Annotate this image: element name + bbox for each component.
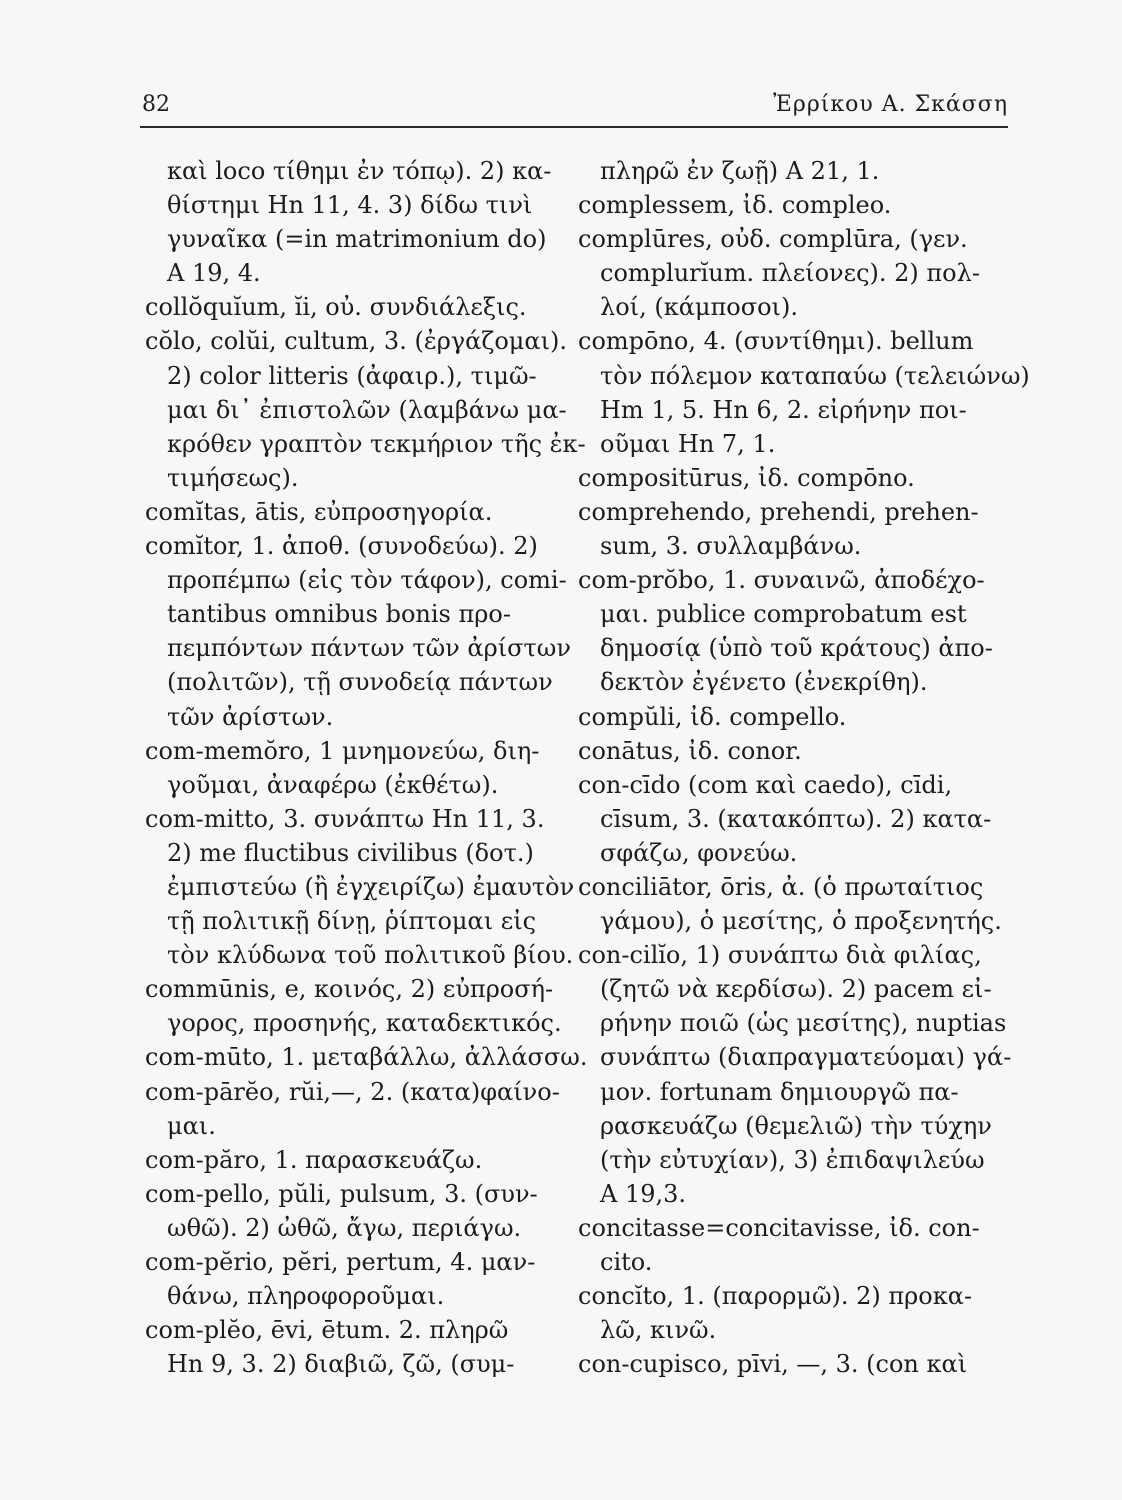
entry-headword-line: comprehendo, prehendi, prehen- [578,497,979,526]
header-rule [140,126,1008,128]
entry-headword-line: com-pārĕo, rŭi,—, 2. (κατα)φαίνο- [145,1077,560,1106]
entry-continuation-line: συνάπτω (διαπραγματεύομαι) γά- [600,1043,1012,1072]
entry-continuation-line: ρασκευάζω (θεμελιῶ) τὴν τύχην [600,1111,992,1140]
entry-headword-line: con-cilĭo, 1) συνάπτω διὰ φιλίας, [578,941,982,970]
entry-headword-line: complessem, ἰδ. compleo. [578,191,892,220]
entry-continuation-line: καὶ loco τίθημι ἐν τόπῳ). 2) κα- [167,157,552,185]
entry-continuation-line: μαι. [167,1111,216,1140]
entry-continuation-line: θάνω, πληροφοροῦμαι. [167,1282,445,1311]
entry-continuation-line: 2) me fluctibus civilibus (δοτ.) [167,838,534,867]
entry-continuation-line: οῦμαι Hn 7, 1. [600,429,776,458]
entry-continuation-line: ωθῶ). 2) ὠθῶ, ἄγω, περιάγω. [167,1213,522,1242]
entry-headword-line: collŏquĭum, ĭi, οὐ. συνδιάλεξις. [145,293,527,322]
entry-headword-line: comĭtas, ātis, εὐπροσηγορία. [145,497,493,526]
entry-continuation-line: A 19, 4. [167,259,261,288]
entry-headword-line: compōno, 4. (συντίθημι). bellum [578,327,974,356]
entry-headword-line: com-mitto, 3. συνάπτω Hn 11, 3. [145,804,545,833]
entry-headword-line: cŏlo, colŭi, cultum, 3. (ἐργάζομαι). [145,327,568,356]
entry-continuation-line: γάμου), ὁ μεσίτης, ὁ προξενητής. [600,907,1002,936]
entry-headword-line: commūnis, e, κοινός, 2) εὐπροσή- [145,975,554,1004]
entry-headword-line: com-pĕrio, pĕri, pertum, 4. μαν- [145,1248,536,1276]
entry-headword-line: complūres, οὐδ. complūra, (γεν. [578,225,968,254]
entry-headword-line: concitasse=concitavisse, ἰδ. con- [578,1213,980,1242]
entry-continuation-line: μον. fortunam δημιουργῶ πα- [600,1077,959,1106]
entry-headword-line: con-cupisco, pīvi, —, 3. (con καὶ [578,1350,968,1379]
entry-continuation-line: complurĭum. πλείονες). 2) πολ- [600,259,980,288]
entry-continuation-line: μαι δι᾽ ἐπιστολῶν (λαμβάνω μα- [167,395,567,424]
entry-continuation-line: 2) color litteris (ἀφαιρ.), τιμῶ- [167,361,537,390]
entry-continuation-line: cito. [600,1248,653,1276]
entry-continuation-line: πληρῶ ἐν ζωῇ) A 21, 1. [600,157,880,185]
entry-headword-line: compŭli, ἰδ. compello. [578,702,847,731]
entry-headword-line: comĭtor, 1. ἀποθ. (συνοδεύω). 2) [145,532,538,561]
entry-continuation-line: τιμήσεως). [167,463,299,492]
entry-continuation-line: λοί, (κάμποσοι). [600,293,798,322]
entry-headword-line: com-memŏro, 1 μνημονεύω, διη- [145,736,540,765]
entry-headword-line: com-plĕo, ēvi, ētum. 2. πληρῶ [145,1316,509,1345]
entry-continuation-line: τῇ πολιτικῇ δίνῃ, ῥίπτομαι εἰς [167,907,537,936]
running-title: Ἐρρίκου Α. Σκάσση [773,92,1008,117]
entry-headword-line: conciliātor, ōris, ἀ. (ὁ πρωταίτιος [578,872,984,901]
entry-continuation-line: τὸν κλύδωνα τοῦ πολιτικοῦ βίου. [167,941,574,970]
entry-continuation-line: Hm 1, 5. Hn 6, 2. εἰρήνην ποι- [600,395,967,424]
entry-continuation-line: μαι. publice comprobatum est [600,600,967,629]
entry-continuation-line: πεμπόντων πάντων τῶν ἀρίστων [167,634,571,663]
entry-continuation-line: σφάζω, φονεύω. [600,838,798,867]
entry-continuation-line: γορος, προσηνής, καταδεκτικός. [167,1009,562,1038]
entry-continuation-line: τῶν ἀρίστων. [167,702,334,731]
entry-headword-line: com-mūto, 1. μεταβάλλω, ἀλλάσσω. [145,1043,588,1072]
entry-continuation-line: γοῦμαι, ἀναφέρω (ἐκθέτω). [167,770,499,799]
entry-headword-line: con-cīdo (com καὶ caedo), cīdi, [578,770,953,799]
running-head [140,92,1008,122]
entry-continuation-line: θίστημι Hn 11, 4. 3) δίδω τινὶ [167,191,533,220]
entry-continuation-line: (ζητῶ νὰ κερδίσω). 2) pacem εἰ- [600,975,992,1004]
entry-headword-line: com-prŏbo, 1. συναινῶ, ἀποδέχο- [578,566,985,595]
entry-continuation-line: γυναῖκα (=in matrimonium do) [167,225,547,254]
entry-continuation-line: ἐμπιστεύω (ἢ ἐγχειρίζω) ἐμαυτὸν [167,872,575,901]
entry-continuation-line: Hn 9, 3. 2) διαβιῶ, ζῶ, (συμ- [167,1350,515,1379]
entry-headword-line: conātus, ἰδ. conor. [578,736,802,765]
entry-headword-line: com-păro, 1. παρασκευάζω. [145,1145,483,1174]
entry-continuation-line: cīsum, 3. (κατακόπτω). 2) κατα- [600,804,992,833]
entry-continuation-line: τὸν πόλεμον καταπαύω (τελειώνω) [600,361,1030,390]
entry-continuation-line: προπέμπω (εἰς τὸν τάφον), comi- [167,566,567,595]
entry-continuation-line: δημοσίᾳ (ὑπὸ τοῦ κράτους) ἀπο- [600,634,993,663]
left-column [145,154,588,1381]
right-column [578,154,1030,1381]
entry-continuation-line: λῶ, κινῶ. [600,1316,717,1345]
entry-continuation-line: ρήνην ποιῶ (ὡς μεσίτης), nuptias [600,1009,1007,1038]
page-number: 82 [142,92,170,117]
entry-headword-line: concĭto, 1. (παρορμῶ). 2) προκα- [578,1282,973,1311]
entry-continuation-line: (πολιτῶν), τῇ συνοδείᾳ πάντων [167,668,553,697]
entry-headword-line: compositūrus, ἰδ. compōno. [578,463,915,492]
entry-continuation-line: sum, 3. συλλαμβάνω. [600,532,862,561]
entry-continuation-line: (τὴν εὐτυχίαν), 3) ἐπιδαψιλεύω [600,1145,985,1174]
entry-headword-line: com-pello, pŭli, pulsum, 3. (συν- [145,1179,538,1208]
entry-continuation-line: δεκτὸν ἐγένετο (ἐνεκρίθη). [600,668,928,697]
entry-continuation-line: A 19,3. [600,1179,687,1208]
entry-continuation-line: κρόθεν γραπτὸν τεκμήριον τῆς ἐκ- [167,429,586,458]
entry-continuation-line: tantibus omnibus bonis προ- [167,600,511,629]
